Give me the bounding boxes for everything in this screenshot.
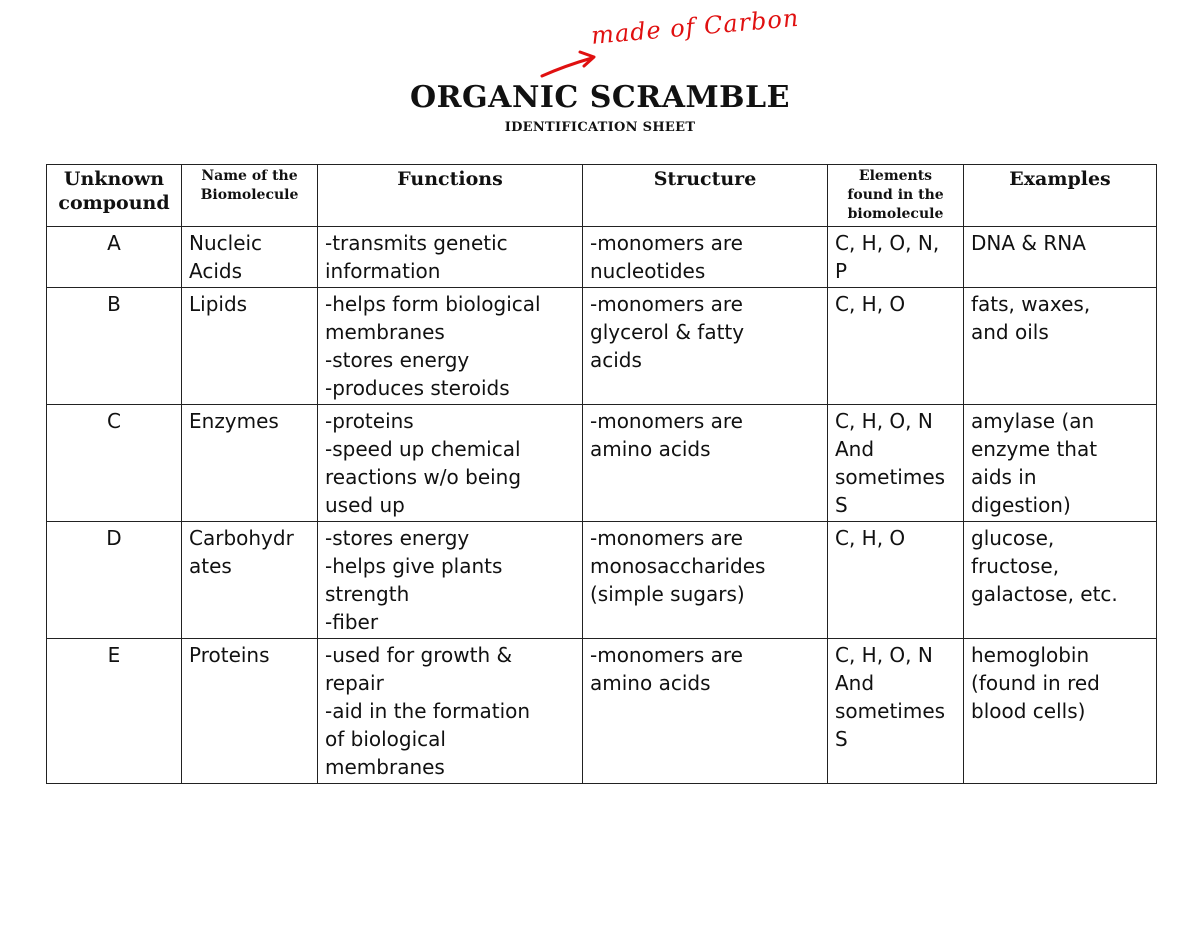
cell-line: amino acids: [590, 671, 711, 695]
cell-line: repair: [325, 671, 384, 695]
cell-line: fats, waxes,: [971, 292, 1091, 316]
cell-line: -monomers are: [590, 409, 743, 433]
cell-functions: [318, 405, 583, 522]
cell-unknown-compound: D: [47, 522, 182, 639]
cell-unknown-compound: B: [47, 288, 182, 405]
cell-line: And: [835, 437, 875, 461]
cell-line: hemoglobin: [971, 643, 1090, 667]
cell-line: And: [835, 671, 875, 695]
cell-line: S: [835, 727, 848, 751]
cell-line: C, H, O, N: [835, 409, 933, 433]
cell-line: and oils: [971, 320, 1049, 344]
cell-line: C, H, O: [835, 526, 906, 550]
column-header-elements: Elements found in the biomolecule: [828, 165, 964, 227]
cell-structure: [583, 288, 828, 405]
cell-line: (simple sugars): [590, 582, 745, 606]
cell-functions: [318, 522, 583, 639]
cell-line: sometimes: [835, 465, 946, 489]
handwritten-annotation: made of Carbon: [590, 3, 801, 50]
cell-line: -monomers are: [590, 231, 743, 255]
cell-line: blood cells): [971, 699, 1086, 723]
cell-examples: [964, 288, 1157, 405]
column-header-examples: Examples: [964, 165, 1157, 227]
cell-line: information: [325, 259, 441, 283]
cell-line: digestion): [971, 493, 1071, 517]
cell-line: C, H, O, N: [835, 643, 933, 667]
cell-line: membranes: [325, 755, 445, 779]
table-row: [47, 522, 1157, 639]
cell-line: -used for growth &: [325, 643, 513, 667]
column-header-unknown-compound: Unknown compound: [47, 165, 182, 227]
page-subtitle: IDENTIFICATION SHEET: [504, 120, 696, 135]
cell-structure: [583, 522, 828, 639]
cell-line: membranes: [325, 320, 445, 344]
identification-table: [46, 164, 1157, 784]
cell-line: galactose, etc.: [971, 582, 1118, 606]
cell-biomolecule-name: [182, 522, 318, 639]
cell-biomolecule-name: [182, 405, 318, 522]
cell-line: Proteins: [189, 643, 270, 667]
cell-structure: [583, 405, 828, 522]
page-title: ORGANIC SCRAMBLE: [409, 80, 790, 115]
cell-line: strength: [325, 582, 410, 606]
cell-line: -helps give plants: [325, 554, 503, 578]
cell-line: acids: [590, 348, 642, 372]
cell-line: of biological: [325, 727, 446, 751]
cell-line: amylase (an: [971, 409, 1095, 433]
cell-line: (found in red: [971, 671, 1100, 695]
cell-line: C, H, O: [835, 292, 906, 316]
cell-functions: [318, 639, 583, 784]
cell-unknown-compound: E: [47, 639, 182, 784]
cell-line: -monomers are: [590, 526, 743, 550]
cell-line: Nucleic: [189, 231, 263, 255]
cell-line: DNA & RNA: [971, 231, 1086, 255]
cell-unknown-compound: A: [47, 227, 182, 288]
table-row: [47, 227, 1157, 288]
cell-line: aids in: [971, 465, 1037, 489]
cell-line: -stores energy: [325, 348, 470, 372]
cell-line: -aid in the formation: [325, 699, 531, 723]
column-header-structure: Structure: [583, 165, 828, 227]
table-row: [47, 639, 1157, 784]
cell-line: monosaccharides: [590, 554, 766, 578]
cell-structure: [583, 639, 828, 784]
cell-elements: [828, 288, 964, 405]
cell-examples: [964, 227, 1157, 288]
cell-line: S: [835, 493, 848, 517]
cell-line: -fiber: [325, 610, 379, 634]
cell-line: -transmits genetic: [325, 231, 508, 255]
table-row: [47, 288, 1157, 405]
cell-line: used up: [325, 493, 405, 517]
cell-line: glycerol & fatty: [590, 320, 745, 344]
cell-examples: [964, 522, 1157, 639]
cell-line: glucose,: [971, 526, 1055, 550]
cell-line: -helps form biological: [325, 292, 541, 316]
cell-structure: [583, 227, 828, 288]
table-row: [47, 405, 1157, 522]
cell-line: Lipids: [189, 292, 248, 316]
cell-line: -proteins: [325, 409, 414, 433]
cell-functions: [318, 227, 583, 288]
cell-line: -monomers are: [590, 643, 743, 667]
cell-line: Acids: [189, 259, 242, 283]
cell-biomolecule-name: [182, 639, 318, 784]
cell-line: reactions w/o being: [325, 465, 522, 489]
cell-line: Carbohydr: [189, 526, 294, 550]
cell-line: enzyme that: [971, 437, 1098, 461]
column-header-functions: Functions: [318, 165, 583, 227]
cell-line: fructose,: [971, 554, 1060, 578]
cell-line: nucleotides: [590, 259, 706, 283]
cell-elements: [828, 522, 964, 639]
cell-biomolecule-name: [182, 288, 318, 405]
cell-elements: [828, 639, 964, 784]
cell-line: C, H, O, N,: [835, 231, 940, 255]
cell-line: Enzymes: [189, 409, 279, 433]
cell-functions: [318, 288, 583, 405]
cell-line: -speed up chemical: [325, 437, 521, 461]
table-header-row: [47, 165, 1157, 227]
cell-unknown-compound: C: [47, 405, 182, 522]
cell-line: -stores energy: [325, 526, 470, 550]
cell-line: -produces steroids: [325, 376, 510, 400]
cell-elements: [828, 227, 964, 288]
cell-examples: [964, 405, 1157, 522]
cell-examples: [964, 639, 1157, 784]
cell-biomolecule-name: [182, 227, 318, 288]
cell-line: sometimes: [835, 699, 946, 723]
column-header-biomolecule-name: Name of the Biomolecule: [182, 165, 318, 227]
cell-line: amino acids: [590, 437, 711, 461]
cell-line: -monomers are: [590, 292, 743, 316]
cell-line: P: [835, 259, 848, 283]
cell-line: ates: [189, 554, 232, 578]
cell-elements: [828, 405, 964, 522]
